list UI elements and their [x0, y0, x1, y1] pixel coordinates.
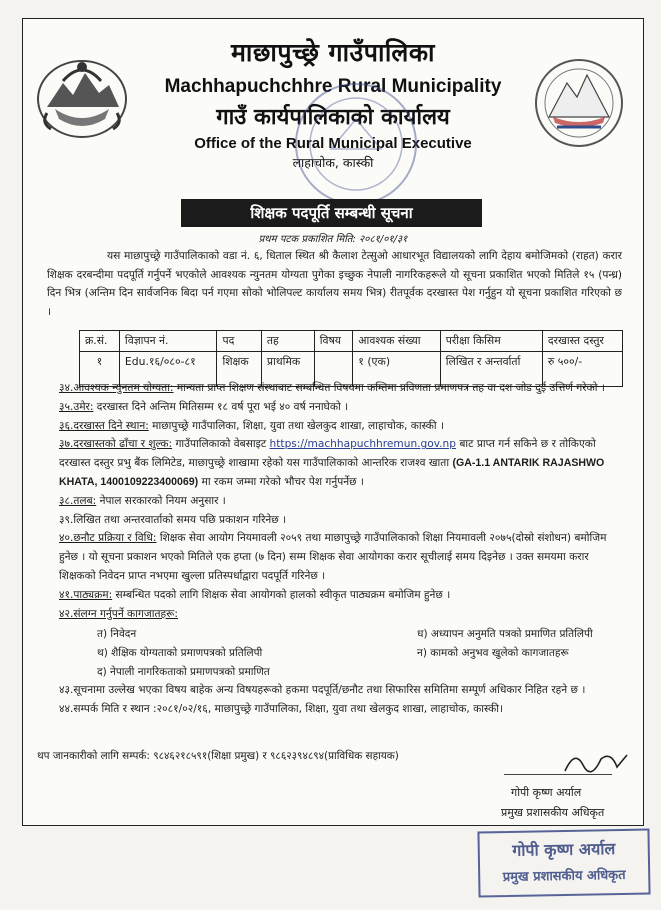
table-header-row — [80, 331, 623, 352]
cell-post: शिक्षक — [217, 352, 261, 387]
col-ad-no: विज्ञापन नं. — [119, 331, 217, 352]
notice-clauses — [59, 379, 627, 719]
stamp-title: प्रमुख प्रशासकीय अधिकृत — [502, 867, 626, 886]
clause-35: ३५.उमेर: दरखास्त दिने अन्तिम मितिसम्म १८ वर्ष पूरा भई ४० वर्ष ननाघेको । — [59, 400, 349, 413]
col-required: आवश्यक संख्या — [353, 331, 440, 352]
signatory-title: प्रमुख प्रशासकीय अधिकृत — [501, 806, 605, 819]
clause-44: ४४.सम्पर्क मिति र स्थान :२०८१/०२/१६, माछापुच्छ्रे गाउँपालिका, शिक्षा, युवा तथा खेलकुद शाखा, लाहाचोक, कास्की। — [59, 703, 504, 716]
office-seal-icon — [291, 79, 421, 209]
office-name-np: गाउँ कार्यपालिकाको कार्यालय — [216, 105, 450, 130]
notice-intro: यस माछापुच्छ्रे गाउँपालिकाको वडा नं. ६, धिताल स्थित श्री कैलाश टेत्सुओ आधारभूत विद्यालयको लागि देहाय बमोजिमको (राहत) करार शिक्षक दरबन्दीमा पदपूर्ति गर्नुपर्ने भएकोले आवश्यक न्युनतम योग्यता पुगेका इच्छुक नेपाली नागरिकहरूले यो सूचना प्रकाशित भएको मितिले १५ (पन्ध्र) दिन भित्र (अन्तिम दिन सार्वजनिक बिदा पर्न गएमा सोको भोलिपल्ट कार्यालय समय भित्र) रीतपूर्वक दरखास्त पेश गर्नुहुन यो सूचना प्रकाशित गरिएको छ । — [47, 250, 622, 318]
col-exam-type: परीक्षा किसिम — [440, 331, 542, 352]
list-item: ध) अध्यापन अनुमति पत्रको प्रमाणित प्रतिलिपी — [417, 628, 593, 641]
cell-exam-type: लिखित र अन्तर्वार्ता — [440, 352, 542, 387]
col-sn: क्र.सं. — [80, 331, 120, 352]
col-fee: दरखास्त दस्तुर — [542, 331, 622, 352]
signature-line — [504, 774, 612, 775]
list-item: न) कामको अनुभव खुलेको कागजातहरू — [417, 647, 569, 660]
office-location: लाहाचोक, कास्की — [292, 155, 374, 170]
officer-stamp — [477, 829, 650, 898]
col-subject: विषय — [314, 331, 353, 352]
stamp-name: गोपी कृष्ण अर्याल — [512, 839, 616, 860]
cell-sn: १ — [80, 352, 120, 387]
list-item: त) निवेदन — [97, 628, 137, 641]
cell-fee: रु ५००/- — [542, 352, 622, 387]
notice-page — [22, 18, 644, 826]
municipality-name-en: Machhapuchchhre Rural Municipality — [164, 76, 502, 97]
municipality-logo-icon — [533, 57, 625, 149]
published-date: प्रथम पटक प्रकाशित मिति: २०८१/०१/३१ — [258, 234, 408, 245]
clause-43: ४३.सूचनामा उल्लेख भएका विषय बाहेक अन्य विषयहरूको हकमा पदपूर्ति/छनौट तथा सिफारिस समितिमा सम्पूर्ण अधिकार निहित रहने छ । — [59, 684, 586, 697]
clause-39: ३९.लिखित तथा अन्तरवार्ताको समय पछि प्रकाशन गरिनेछ । — [59, 513, 287, 526]
col-level: तह — [261, 331, 314, 352]
office-name-en: Office of the Rural Municipal Executive — [194, 135, 472, 152]
letterhead — [23, 19, 643, 169]
clause-40: ४०.छनौट प्रक्रिया र विधि: शिक्षक सेवा आयोग नियमावली २०५९ तथा माछापुच्छ्रे गाउँपालिकाको शिक्षा नियमावली २०७५(दोस्रो संशोधन) बमोजिम हुनेछ । यो सूचना प्रकाशन भएको मितिले एक हप्ता (७ दिन) सम्म शिक्षक सेवा आयोगका करार सूचीलाई समय दिइनेछ । उक्त समयमा करार शिक्षकको निवेदन प्राप्त नभएमा खुल्ला प्रतिस्पर्धाद्वारा पदपूर्ति गरिनेछ । — [59, 532, 607, 582]
cell-ad-no: Edu.१६/०८०-८१ — [119, 352, 217, 387]
clause-36: ३६.दरखास्त दिने स्थान: माछापुच्छ्रे गाउँपालिका, शिक्षा, युवा तथा खेलकुद शाखा, लाहाचोक, कास्की । — [59, 419, 444, 432]
cell-required: १ (एक) — [353, 352, 440, 387]
clause-41: ४१.पाठ्यक्रम: सम्बन्धित पदको लागि शिक्षक सेवा आयोगको हालको स्वीकृत पाठ्यक्रम बमोजिम हुनेछ । — [59, 588, 451, 601]
required-documents-list — [59, 623, 627, 681]
account-number: (GA-1.1 ANTARIK RAJASHWO KHATA, 1400109223400069) — [59, 457, 605, 488]
col-post: पद — [217, 331, 261, 352]
clause-38: ३८.तलब: नेपाल सरकारको नियम अनुसार । — [59, 494, 226, 507]
clause-42: ४२.संलग्न गर्नुपर्ने कागजातहरू: — [59, 607, 178, 620]
clause-37: ३७.दरखास्तको ढाँचा र शुल्क: गाउँपालिकाको वेबसाइट https://machhapuchhremun.gov.np बाट प्राप्त गर्न सकिने छ र तोकिएको दरखास्त दस्तुर प्रभु बैंक लिमिटेड, माछापुच्छ्रे शाखामा रहेको यस गाउँपालिकाको आन्तरिक राजश्व खाता (GA-1.1 ANTARIK RAJASHWO KHATA, 1400109223400069) मा रकम जम्मा गरेको भौचर पेश गर्नुपर्नेछ । — [59, 438, 605, 488]
notice-title: शिक्षक पदपूर्ति सम्बन्धी सूचना — [181, 199, 482, 227]
website-link[interactable]: https://machhapuchhremun.gov.np — [269, 438, 456, 451]
cell-level: प्राथमिक — [261, 352, 314, 387]
list-item: द) नेपाली नागरिकताको प्रमाणपत्रको प्रमाणित — [97, 666, 270, 679]
contact-line: थप जानकारीको लागि सम्पर्क: ९८४६२१८५९१(शिक्षा प्रमुख) र ९८६२३९४८९४(प्राविधिक सहायक) — [37, 750, 399, 762]
municipality-name-np: माछापुच्छ्रे गाउँपालिका — [230, 38, 436, 67]
list-item: थ) शैक्षिक योग्यताको प्रमाणपत्रको प्रतिलिपी — [97, 647, 263, 660]
clause-34: ३४.आवश्यक न्युनतम योग्यता: मान्यता प्राप्त शिक्षण संस्थाबाट सम्बन्धित विषयमा कम्तिमा प्रविणता प्रमाणपत्र तह वा दश जोड दुई उत्तिर्ण गरेको । — [59, 382, 605, 394]
signatory-name: गोपी कृष्ण अर्याल — [511, 786, 582, 799]
